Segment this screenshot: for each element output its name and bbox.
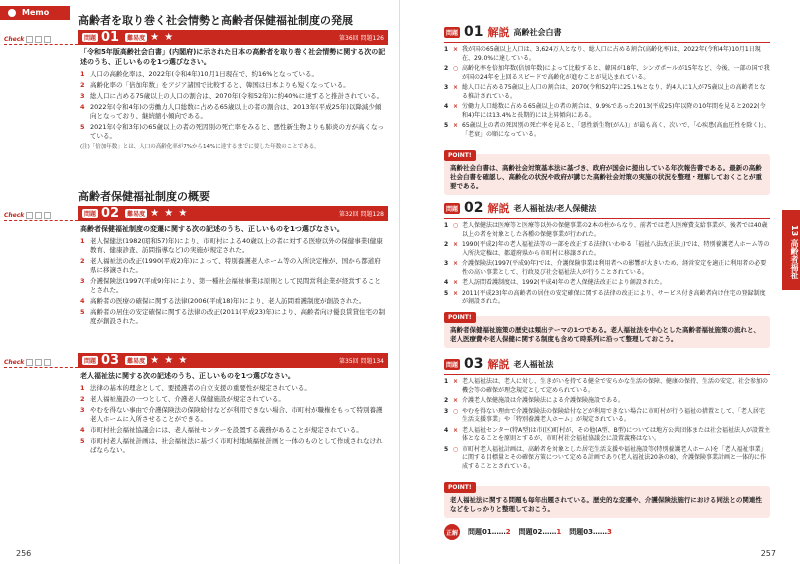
answer-row: 2 × 介護老人保健施設は介護保険法による介護保険施設である。 bbox=[444, 397, 625, 404]
answer-row: 1 ○ 老人保健法は医療等と医療等以外の保健事業の2本の柱からなり、前者では老人医療費支給事業が、後者では40歳以上の者を対象とした各種の保健事業が行われた。 bbox=[444, 222, 768, 238]
memo-label: Memo bbox=[0, 6, 70, 20]
answer-row: 5 × 2011(平成23)年の高齢者の居住の安定確保に関する法律の改正により、サービス付き高齢者向け住宅の登録制度が創設された。 bbox=[444, 289, 766, 305]
page-number: 256 bbox=[16, 549, 32, 558]
point-box-02: POINT! 高齢者保健福祉施策の歴史は頻出テーマの1つである。老人福祉法を中心とした高齢者福祉施策の流れと、老人医療費や老人保健に関する制度も含めて時系列に沿って整理しておこう。 bbox=[444, 316, 770, 348]
point-label: POINT! bbox=[444, 312, 476, 323]
answer-row: 1 × 我が国の65歳以上人口は、3,624万人となり、総人口に占める割合(高齢化率)は、2022年(令和4年)10月1日現在、29.0%に達している。 bbox=[444, 46, 761, 62]
answer-row: 5 ○ 市町村老人福祉計画は、高齢者を対象とした居宅生活支援や福祉施設等(特別養護老人ホーム)を「老人福祉事業」に関する目標量とその確保方策について定める計画であり(老人福祉法20条の8)、介護保険事業計画と一体的に作成することとされている。 bbox=[444, 445, 767, 470]
answer-row: 1 × 老人福祉法は、老人に対し、生きがいを持てる健全で安らかな生活の保障、健康の保持、生活の安定、社会参加の機会等の確保が理念規定として定められている。 bbox=[444, 378, 769, 394]
option[interactable]: 3 やむを得ない事由で介護保険法の保険給付などが利用できない場合、市町村が職権をもって特別養護老人ホームに入所させることができる。 bbox=[80, 406, 383, 423]
answer-key-item: 問題02……1 bbox=[518, 528, 562, 536]
option[interactable]: 4 市町村社会福祉協議会には、老人福祉センターを設置する義務があることが規定されている。 bbox=[80, 426, 363, 434]
section-title: 高齢者を取り巻く社会情勢と高齢者保健福祉制度の発展 bbox=[78, 12, 388, 32]
answer-row: 4 × 老人福祉センター(特A型)は市(区)町村が、その他(A型、B型)については地方公共団体または社会福祉法人が設置主体となることを原則とするが、市町村社会福祉協議会に設置義務はない。 bbox=[444, 426, 771, 442]
answer-header-02: 問題 02 解説 老人福祉法/老人保健法 bbox=[446, 200, 597, 216]
question-header-02: 問題 02 難易度 ★ ★ ★ 第32回 問題128 bbox=[78, 206, 388, 221]
option[interactable]: 2 老人福祉法の改正(1990(平成2)年)によって、特別養護老人ホーム等の入所決定権が、国から都道府県に移譲された。 bbox=[80, 257, 381, 274]
check-box[interactable] bbox=[35, 36, 42, 43]
point-box-03: POINT! 老人福祉法に関する問題も毎年出題されている。歴史的な変遷や、介護保険法施行における同法との関連性などをしっかりと整理しておこう。 bbox=[444, 486, 770, 518]
answer-list-03 bbox=[444, 378, 770, 473]
difficulty-stars: ★ ★ ★ bbox=[150, 355, 189, 366]
option[interactable]: 5 高齢者の居住の安定確保に関する法律の改正(2011(平成23)年)により、高齢者向け優良賃貸住宅の制度が創設された。 bbox=[80, 308, 385, 325]
answer-key-item: 問題01……2 bbox=[468, 528, 511, 536]
point-box-01: POINT! 高齢社会白書は、高齢社会対策基本法に基づき、政府が国会に提出している年次報告書である。最新の高齢社会白書を確認し、高齢化の状況や政府が講じた高齢社会対策の実施の状況を整理・理解しておくことが重要である。 bbox=[444, 154, 770, 195]
option[interactable]: 2 老人福祉施設の一つとして、介護老人保健施設が規定されている。 bbox=[80, 395, 285, 403]
check-row-q3: Check bbox=[4, 357, 74, 367]
answer-row: 4 × 老人訪問看護制度は、1992(平成4)年の老人保健法改正により創設された。 bbox=[444, 279, 666, 286]
options-q2 bbox=[80, 237, 386, 328]
answer-row: 3 × 総人口に占める75歳以上人口の割合は、2070(令和52)年に25.1%となり、約4人に1人が75歳以上の高齢者となる推計されている。 bbox=[444, 84, 766, 100]
divider bbox=[444, 42, 770, 43]
option[interactable]: 1 法律の基本的理念として、要援護者の自立支援の重要性が規定されている。 bbox=[80, 384, 311, 392]
question-stem-01: 「令和5年版高齢社会白書」(内閣府)に示された日本の高齢者を取り巻く社会情勢に関する次の記述のうち、正しいものを1つ選びなさい。 bbox=[80, 48, 386, 66]
answer-list-01 bbox=[444, 46, 770, 141]
option[interactable]: 4 2022年(令和4年)の労働力人口総数に占める65歳以上の者の割合は、2013年(平成25年)以降減少傾向となっており、継続縮小傾向である。 bbox=[80, 103, 382, 120]
option[interactable]: 5 2021年(令和3年)の65歳以上の者の死因別の死亡率をみると、悪性新生物よりも肺炎の方が高くなっている。 bbox=[80, 123, 385, 140]
answer-header-01: 問題 01 解説 高齢社会白書 bbox=[446, 24, 562, 40]
answer-key-icon: 正解 bbox=[444, 524, 460, 540]
answer-row: 2 ○ 高齢化率を倍加年数(倍加年数)によって比較すると、韓国が18年、シンガポールが15年など、今後、一部の国で我が国の24年を上回るスピードで高齢化が進むことが見込まれている。 bbox=[444, 65, 770, 81]
question-header-01: 問題 01 難易度 ★ ★ 第36回 問題126 bbox=[78, 30, 388, 45]
check-box[interactable] bbox=[44, 359, 51, 366]
options-q1 bbox=[80, 70, 386, 152]
check-box[interactable] bbox=[26, 212, 33, 219]
section-subtitle: 高齢者保健福祉制度の概要 bbox=[78, 188, 388, 208]
options-q3 bbox=[80, 384, 386, 457]
answer-row: 5 × 65歳以上の者の死因別の死亡率を見ると、「悪性新生物(がん)」が最も高く、次いで、「心疾患(高血圧性を除く)」、「老衰」の順になっている。 bbox=[444, 122, 770, 138]
check-box[interactable] bbox=[26, 359, 33, 366]
point-label: POINT! bbox=[444, 482, 476, 493]
divider bbox=[444, 374, 770, 375]
check-box[interactable] bbox=[35, 212, 42, 219]
option[interactable]: 3 介護保険法(1997(平成9)年)により、第一種社会福祉事業は原則として民間営利企業が経営することとされた。 bbox=[80, 277, 381, 294]
option[interactable]: 4 高齢者の医療の確保に関する法律(2006(平成18)年)により、老人訪問看護制度が創設された。 bbox=[80, 297, 366, 305]
check-box[interactable] bbox=[44, 36, 51, 43]
option[interactable]: 5 市町村老人福祉計画は、社会福祉法に基づく市町村地域福祉計画と一体のものとして作成されなければならない。 bbox=[80, 437, 383, 454]
answer-key bbox=[444, 524, 612, 540]
right-page bbox=[400, 0, 800, 564]
check-box[interactable] bbox=[26, 36, 33, 43]
answer-header-03: 問題 03 解説 老人福祉法 bbox=[446, 356, 554, 372]
divider bbox=[444, 218, 770, 219]
option[interactable]: 1 人口の高齢化率は、2022年(令和4年)10月1日現在で、約16%となっている。 bbox=[80, 70, 318, 78]
difficulty-stars: ★ ★ ★ bbox=[150, 208, 189, 219]
option[interactable]: 3 総人口に占める75歳以上の人口の割合は、2070年(令和52年)に約40%に達すると推計されている。 bbox=[80, 92, 384, 100]
footnote: (注)「倍加年数」とは、人口の高齢化率が7%から14%に達するまでに要した年数のことである。 bbox=[80, 144, 320, 150]
question-header-03: 問題 03 難易度 ★ ★ ★ 第35回 問題134 bbox=[78, 353, 388, 368]
check-row-q1: Check bbox=[4, 34, 74, 44]
option[interactable]: 2 高齢化率の「倍加年数」をアジア諸国で比較すると、韓国は日本よりも短くなっている。 bbox=[80, 81, 350, 89]
answer-row: 3 ○ やむを得ない理由で介護保険法の保険給付などが利用できない場合に市町村が行う福祉の措置として、「老人居宅生活支援事業」や「特別養護老人ホーム」が規定されている。 bbox=[444, 407, 765, 423]
answer-row: 3 × 介護保険法(1997(平成9)年)では、介護保険事業は利用者への影響が大きいため、経営安定を適正に利用者の必要性の高い事業として、行政及び社会福祉法人が行うことされている。 bbox=[444, 260, 767, 276]
page-number: 257 bbox=[760, 549, 776, 558]
answer-list-02 bbox=[444, 222, 770, 309]
check-box[interactable] bbox=[35, 359, 42, 366]
chapter-tab[interactable]: 13 高齢者福祉 bbox=[782, 210, 800, 290]
check-row-q2: Check bbox=[4, 210, 74, 220]
question-stem-03: 老人福祉法に関する次の記述のうち、正しいものを1つ選びなさい。 bbox=[80, 372, 295, 380]
point-label: POINT! bbox=[444, 150, 476, 161]
answer-key-item: 問題03……3 bbox=[569, 528, 612, 536]
answer-row: 2 × 1990(平成2)年の老人福祉法等の一部を改正する法律(いわゆる「福祉八法改正法」)では、特別養護老人ホーム等の入所決定権は、都道府県から市町村に移譲された。 bbox=[444, 241, 770, 257]
check-box[interactable] bbox=[44, 212, 51, 219]
memo-icon bbox=[8, 9, 16, 17]
question-stem-02: 高齢者保健福祉制度の変遷に関する次の記述のうち、正しいものを1つ選びなさい。 bbox=[80, 225, 344, 233]
difficulty-stars: ★ ★ bbox=[150, 32, 175, 43]
option[interactable]: 1 老人保健法(1982(昭和57)年)により、市町村による40歳以上の者に対する医療以外の保健事業(健康教育、健康診査、訪問指導など)の実施が規定された。 bbox=[80, 237, 383, 254]
answer-row: 4 × 労働力人口総数に占める65歳以上の者の割合は、9.9%であった2013(平成25)年以降の10年間を見ると2022(令和4)年には13.4%と長期的には上昇傾向にある。 bbox=[444, 103, 766, 119]
